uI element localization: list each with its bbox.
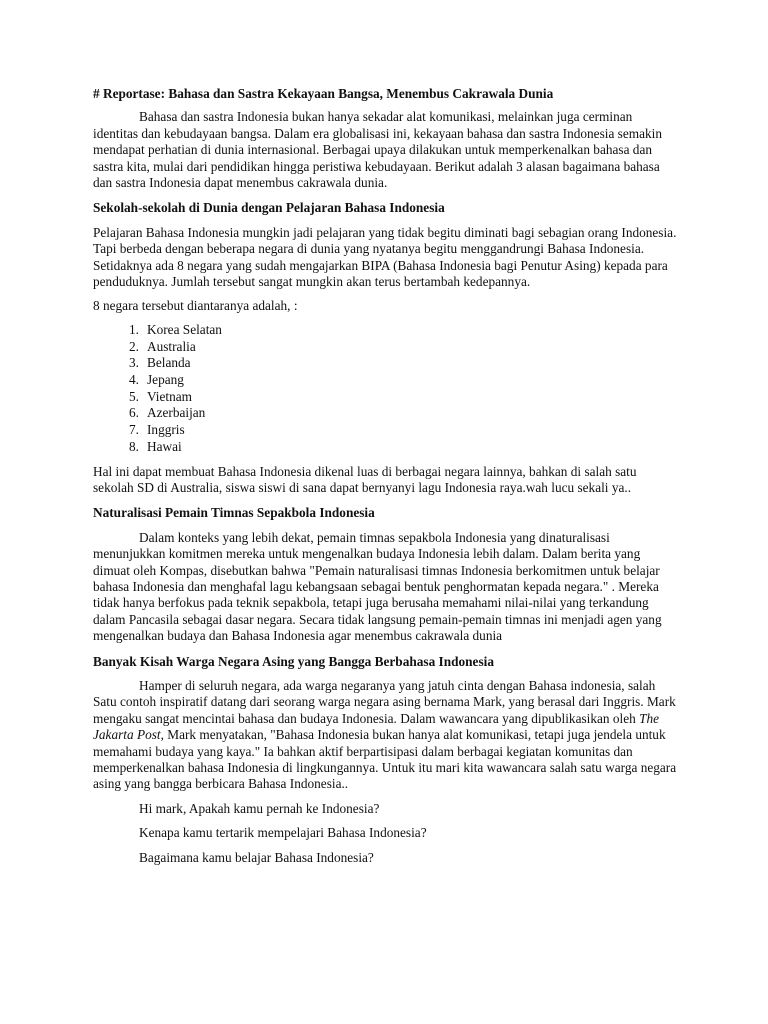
interview-question: Kenapa kamu tertarik mempelajari Bahasa Indonesia? [139, 825, 427, 841]
list-item-number: 8. [129, 438, 139, 454]
document-title: # Reportase: Bahasa dan Sastra Kekayaan Bangsa, Menembus Cakrawala Dunia [93, 86, 554, 101]
list-item-country: Azerbaijan [147, 405, 206, 421]
list-item [93, 355, 677, 372]
list-item-country: Korea Selatan [147, 321, 222, 337]
list-item-number: 2. [129, 338, 139, 354]
list-item-country: Hawai [147, 438, 182, 454]
list-item [93, 439, 677, 456]
list-item-country: Australia [147, 338, 196, 354]
list-item-number: 3. [129, 355, 139, 371]
schools-paragraph-1: Pelajaran Bahasa Indonesia mungkin jadi pelajaran yang tidak begitu diminati bagi sebagian orang Indonesia. Tapi berbeda dengan beberapa negara di dunia yang nyatanya begitu menggandrungi Bahasa Indonesia. [93, 224, 677, 257]
intro-paragraph: Bahasa dan sastra Indonesia bukan hanya sekadar alat komunikasi, melainkan juga cerminan identitas dan kebudayaan bangsa. Dalam era globalisasi ini, kekayaan bahasa dan sastra Indonesia semakin mendapat perhatian di dunia internasional. Berbagai upaya dilakukan untuk memperkenalkan bahasa dan sastra kita, mulai dari pendidikan hingga peristiwa kebudayaan. Berikut adalah 3 alasan bagaimana bahasa dan sastra Indonesia dapat menembus cakrawala dunia. [93, 109, 662, 191]
list-item [93, 389, 677, 406]
source-publication: The Jakarta Post [93, 710, 660, 743]
countries-list-intro: 8 negara tersebut diantaranya adalah, : [93, 298, 298, 314]
section-heading-schools: Sekolah-sekolah di Dunia dengan Pelajaran Bahasa Indonesia [93, 200, 445, 216]
document-body [93, 86, 677, 866]
list-item [93, 372, 677, 389]
section-heading-foreign-citizens: Banyak Kisah Warga Negara Asing yang Bangga Berbahasa Indonesia [93, 653, 494, 669]
list-item-number: 1. [129, 321, 139, 337]
interview-question: Hi mark, Apakah kamu pernah ke Indonesia? [139, 800, 380, 816]
list-item-number: 6. [129, 405, 139, 421]
list-item [93, 339, 677, 356]
list-item-country: Jepang [147, 371, 184, 387]
list-item-country: Belanda [147, 355, 191, 371]
list-item-country: Vietnam [147, 388, 192, 404]
list-item-number: 4. [129, 371, 139, 387]
list-item-number: 7. [129, 422, 139, 438]
countries-list [93, 322, 677, 456]
foreign-citizens-paragraph [93, 678, 677, 793]
list-item-number: 5. [129, 388, 139, 404]
list-item-country: Inggris [147, 422, 185, 438]
interview-question: Bagaimana kamu belajar Bahasa Indonesia? [139, 849, 374, 865]
naturalization-paragraph: Dalam konteks yang lebih dekat, pemain timnas sepakbola Indonesia yang dinaturalisasi menunjukkan komitmen mereka untuk mengenalkan budaya Indonesia lebih dalam. Dalam berita yang dimuat oleh Kompas, disebutkan bahwa "Pemain naturalisasi timnas Indonesia berkomitmen untuk belajar bahasa Indonesia dan menghafal lagu kebangsaan sebagai bentuk penghormatan kepada negara." . Mereka tidak hanya berfokus pada teknik sepakbola, tetapi juga berusaha memahami nilai-nilai yang terkandung dalam Pancasila sebagai dasar negara. Secara tidak langsung pemain-pemain timnas ini menjadi agen yang mengenalkan budaya dan Bahasa Indonesia agar menembus cakrawala dunia [93, 529, 662, 644]
schools-paragraph-2: Setidaknya ada 8 negara yang sudah mengajarkan BIPA (Bahasa Indonesia bagi Penutur Asing) kepada para penduduknya. Jumlah tersebut sangat mungkin akan terus bertambah kedepannya. [93, 257, 668, 290]
paragraph-text-end: , Mark menyatakan, "Bahasa Indonesia bukan hanya alat komunikasi, tetapi juga jendela untuk memahami budaya yang kaya." Ia bahkan aktif berpartisipasi dalam berbagai kegiatan komunitas dan memperkenalkan bahasa Indonesia di lingkungannya. Untuk itu mari kita wawancara salah satu warga negara asing yang bangga berbicara Bahasa Indonesia.. [93, 727, 677, 792]
list-item [93, 322, 677, 339]
paragraph-text-start: Hamper di seluruh negara, ada warga negaranya yang jatuh cinta dengan Bahasa indonesia, salah Satu contoh inspiratif datang dari seorang warga negara asing bernama Mark, yang berasal dari Inggris. Mark mengaku sangat mencintai bahasa dan budaya Indonesia. Dalam wawancara yang dipublikasikan oleh [93, 677, 676, 726]
list-item [93, 422, 677, 439]
section-heading-naturalization: Naturalisasi Pemain Timnas Sepakbola Indonesia [93, 505, 375, 521]
schools-closing-paragraph: Hal ini dapat membuat Bahasa Indonesia dikenal luas di berbagai negara lainnya, bahkan di salah satu sekolah SD di Australia, siswa siswi di sana dapat bernyanyi lagu Indonesia raya.wah lucu sekali ya.. [93, 463, 637, 495]
list-item [93, 405, 677, 422]
